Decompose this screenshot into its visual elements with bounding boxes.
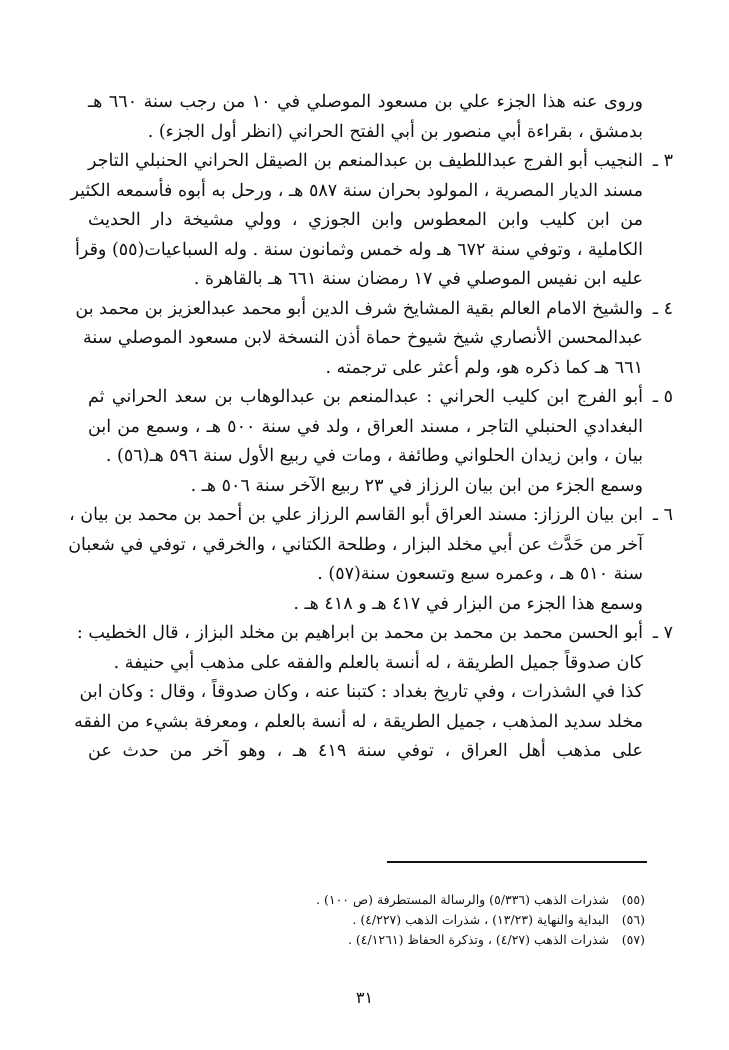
footnote-divider: [387, 861, 647, 863]
text-line: [75, 236, 643, 266]
footnote-text: شذرات الذهب (٤/٢٧) ، وتذكرة الحفاظ (٤/١٢٦١) .: [347, 932, 609, 947]
line-text: مخلد سديد المذهب ، جميل الطريقة ، له أنسة بالعلم ، ومعرفة بشيء من الفقه: [74, 711, 643, 732]
line-text: وسمع الجزء من ابن بيان الرزاز في ٢٣ ربيع الآخر سنة ٥٠٦ هـ .: [190, 475, 643, 496]
text-line: [88, 88, 643, 118]
line-text: بيان ، وابن زيدان الحلواني وطائفة ، ومات في ربيع الأول سنة ٥٩٦ هـ(٥٦) .: [105, 446, 643, 466]
text-line: [76, 619, 673, 649]
text-line: [88, 354, 643, 384]
footnote-number: (٥٧): [621, 932, 645, 947]
text-line: [70, 177, 643, 207]
text-line: [69, 501, 673, 531]
text-line: [88, 413, 643, 443]
page-number: ٣١: [355, 988, 374, 1007]
line-text: عبدالمحسن الأنصاري شيخ شيوخ حماة أذن النسخة لابن مسعود الموصلي سنة: [82, 328, 643, 348]
footnote: [300, 930, 645, 950]
line-text: سنة ٥١٠ هـ ، وعمره سبع وتسعون سنة(٥٧) .: [317, 564, 643, 584]
line-text: أبو الفرج ابن كليب الحراني : عبدالمنعم بن عبدالوهاب بن سعد الحراني ثم: [88, 387, 643, 407]
line-text: ابن بيان الرزاز: مسند العراق أبو القاسم الرزاز علي بن أحمد بن محمد بن بيان ،: [69, 505, 643, 525]
line-text: على مذهب أهل العراق ، توفي سنة ٤١٩ هـ ، وهو آخر من حدث عن: [88, 741, 643, 761]
text-line: [88, 206, 643, 236]
text-line: [82, 324, 643, 354]
entry-number: ٥ ـ: [652, 387, 673, 407]
line-text: مسند الديار المصرية ، المولود بحران سنة ٥٨٧ هـ ، ورحل به أبوه فأسمعه الكثير: [70, 180, 643, 201]
entry-number: ٧ ـ: [652, 623, 673, 643]
entry-number: ٤ ـ: [652, 298, 673, 319]
line-text: عليه ابن نفيس الموصلي في ١٧ رمضان سنة ٦٦١ هـ بالقاهرة .: [193, 269, 643, 289]
entry-number: ٦ ـ: [652, 505, 673, 525]
line-text: ٦٦١ هـ كما ذكره هو، ولم أعثر على ترجمته .: [325, 357, 643, 378]
text-line: [88, 118, 643, 148]
line-text: وروى عنه هذا الجزء علي بن مسعود الموصلي في ١٠ من رجب سنة ٦٦٠ هـ: [88, 92, 643, 112]
line-text: كذا في الشذرات ، وفي تاريخ بغداد : كتبنا عنه ، وكان صدوقاً ، وقال : وكان ابن: [79, 682, 643, 702]
text-line: [88, 147, 673, 177]
text-line: [88, 560, 643, 590]
text-line: [88, 649, 643, 679]
text-line: [68, 531, 643, 561]
text-line: [88, 590, 643, 620]
text-line: [79, 678, 643, 708]
text-line: [88, 442, 643, 472]
footnote-text: البداية والنهاية (١٣/٢٣) ، شذرات الذهب (٤/٢٢٧) .: [352, 912, 609, 927]
line-text: من ابن كليب وابن المعطوس وابن الجوزي ، وولي مشيخة دار الحديث: [88, 210, 643, 230]
footnote-number: (٥٥): [621, 892, 645, 907]
line-text: أبو الحسن محمد بن محمد بن محمد بن ابراهيم بن مخلد البزاز ، قال الخطيب :: [76, 623, 643, 643]
line-text: وسمع هذا الجزء من البزار في ٤١٧ هـ و ٤١٨ هـ .: [293, 593, 643, 614]
text-line: [74, 708, 643, 738]
footnote-text: شذرات الذهب (٥/٣٣٦) والرسالة المستطرفة (ص ١٠٠) .: [316, 892, 609, 907]
text-line: [88, 383, 673, 413]
text-line: [88, 737, 643, 767]
line-text: بدمشق ، بقراءة أبي منصور بن أبي الفتح الحراني (انظر أول الجزء) .: [147, 121, 643, 142]
text-line: [88, 265, 643, 295]
line-text: النجيب أبو الفرج عبداللطيف بن عبدالمنعم بن الصيقل الحراني الحنبلي التاجر: [88, 151, 643, 171]
footnote: [300, 890, 645, 910]
line-text: والشيخ الامام العالم بقية المشايخ شرف الدين أبو محمد عبدالعزيز بن محمد بن: [75, 298, 643, 319]
footnotes: [300, 890, 645, 950]
line-text: آخر من حَدَّث عن أبي مخلد البزار ، وطلحة الكتاني ، والخرقي ، توفي في شعبان: [68, 534, 643, 555]
text-line: [88, 472, 643, 502]
text-line: [75, 295, 673, 325]
footnote: [300, 910, 645, 930]
entry-number: ٣ ـ: [652, 151, 673, 171]
line-text: الكاملية ، وتوفي سنة ٦٧٢ هـ وله خمس وثمانون سنة . وله السباعيات(٥٥) وقرأ: [75, 239, 643, 260]
footnote-number: (٥٦): [621, 912, 645, 927]
line-text: كان صدوقاً جميل الطريقة ، له أنسة بالعلم والفقه على مذهب أبي حنيفة .: [113, 652, 643, 673]
main-text: [68, 88, 673, 767]
line-text: البغدادي الحنبلي التاجر ، مسند العراق ، ولد في سنة ٥٠٠ هـ ، وسمع من ابن: [88, 416, 643, 437]
